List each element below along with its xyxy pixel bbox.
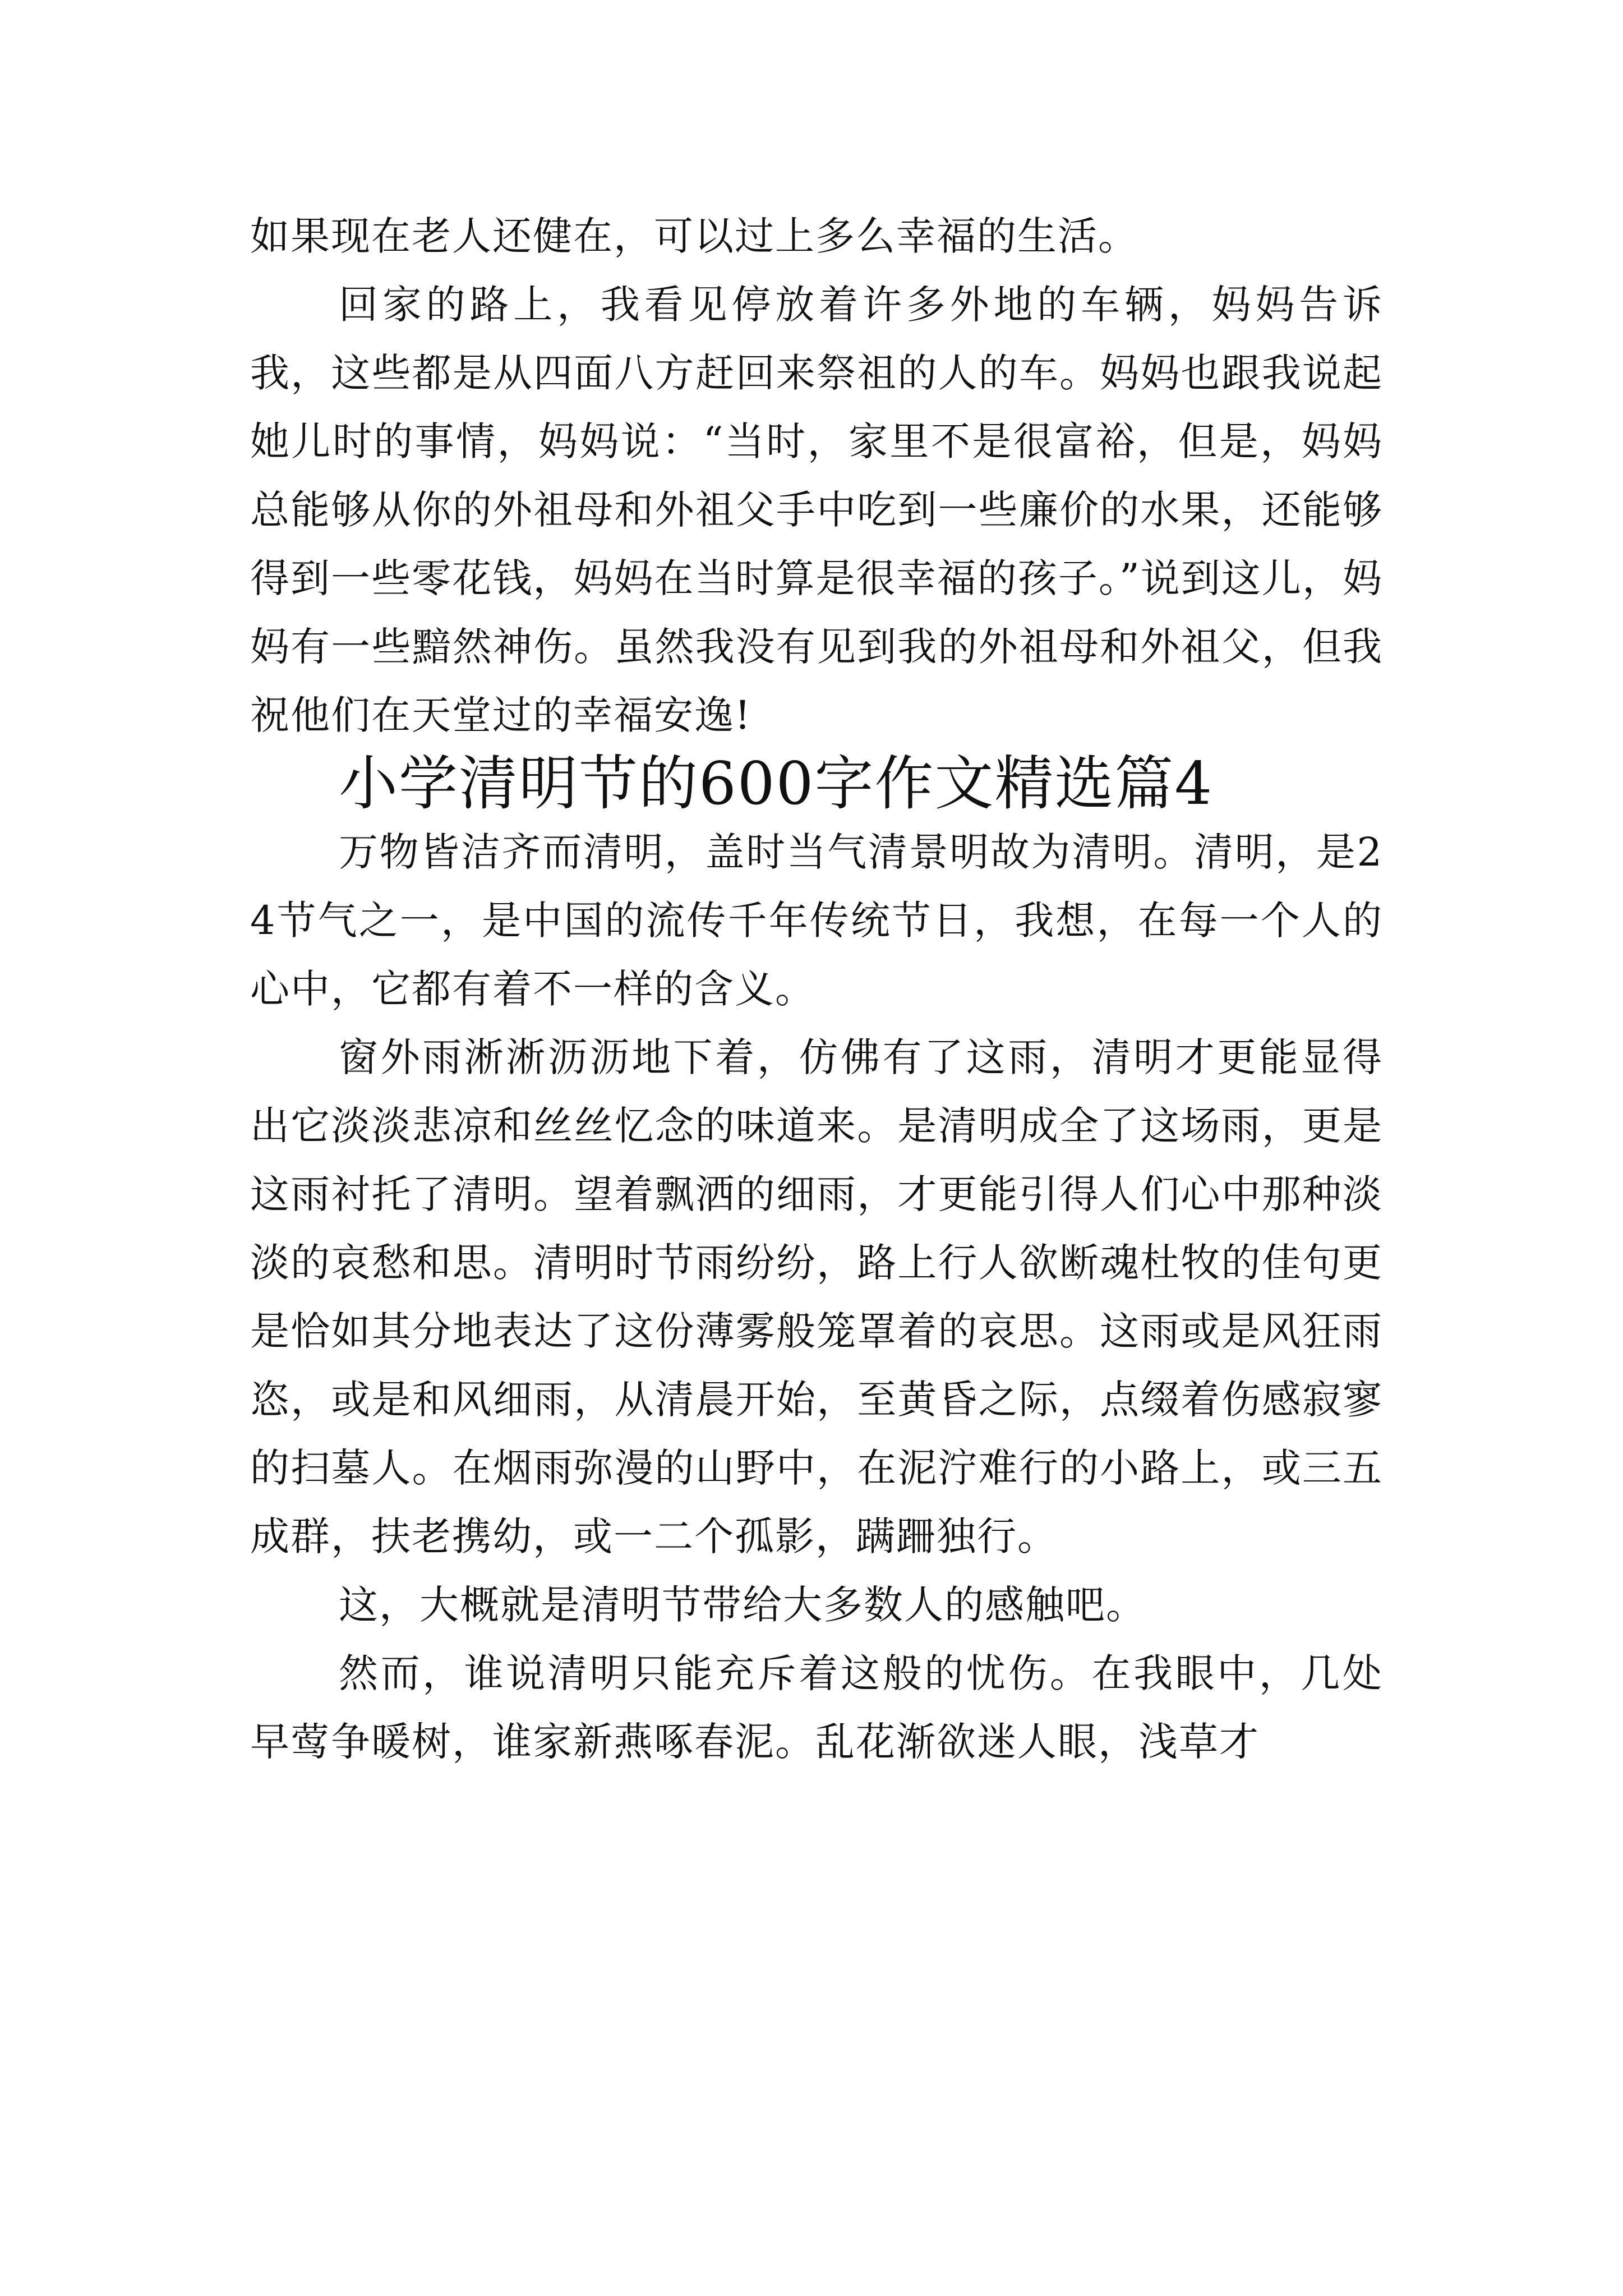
paragraph-continuation: 如果现在老人还健在，可以过上多么幸福的生活。 — [250, 213, 1138, 259]
paragraph-however: 然而，谁说清明只能充斥着这般的忧伤。在我眼中，几处早莺争暖树，谁家新燕啄春泥。乱花渐欲迷人眼，浅草才 — [250, 1650, 1383, 1765]
paragraph-feeling: 这，大概就是清明节带给大多数人的感触吧。 — [339, 1582, 1146, 1628]
paragraph-qingming-intro: 万物皆洁齐而清明，盖时当气清景明故为清明。清明，是24节气之一，是中国的流传千年传统节日，我想，在每一个人的心中，它都有着不一样的含义。 — [250, 829, 1383, 1012]
paragraph-way-home: 回家的路上，我看见停放着许多外地的车辆，妈妈告诉我，这些都是从四面八方赶回来祭祖的人的车。妈妈也跟我说起她儿时的事情，妈妈说：“当时，家里不是很富裕，但是，妈妈总能够从你的外祖母和外祖父手中吃到一些廉价的水果，还能够得到一些零花钱，妈妈在当时算是很幸福的孩子。”说到这儿，妈妈有一些黯然神伤。虽然我没有见到我的外祖母和外祖父，但我祝他们在天堂过的幸福安逸! — [250, 282, 1383, 738]
section-heading: 小学清明节的600字作文精选篇4 — [339, 749, 1214, 818]
paragraph-rain: 窗外雨淅淅沥沥地下着，仿佛有了这雨，清明才更能显得出它淡淡悲凉和丝丝忆念的味道来。是清明成全了这场雨，更是这雨衬托了清明。望着飘洒的细雨，才更能引得人们心中那种淡淡的哀愁和思。清明时节雨纷纷，路上行人欲断魂杜牧的佳句更是恰如其分地表达了这份薄雾般笼罩着的哀思。这雨或是风狂雨恣，或是和风细雨，从清晨开始，至黄昏之际，点缀着伤感寂寥的扫墓人。在烟雨弥漫的山野中，在泥泞难行的小路上，或三五成群，扶老携幼，或一二个孤影，蹒跚独行。 — [250, 1034, 1383, 1559]
document-body — [250, 202, 1383, 1776]
